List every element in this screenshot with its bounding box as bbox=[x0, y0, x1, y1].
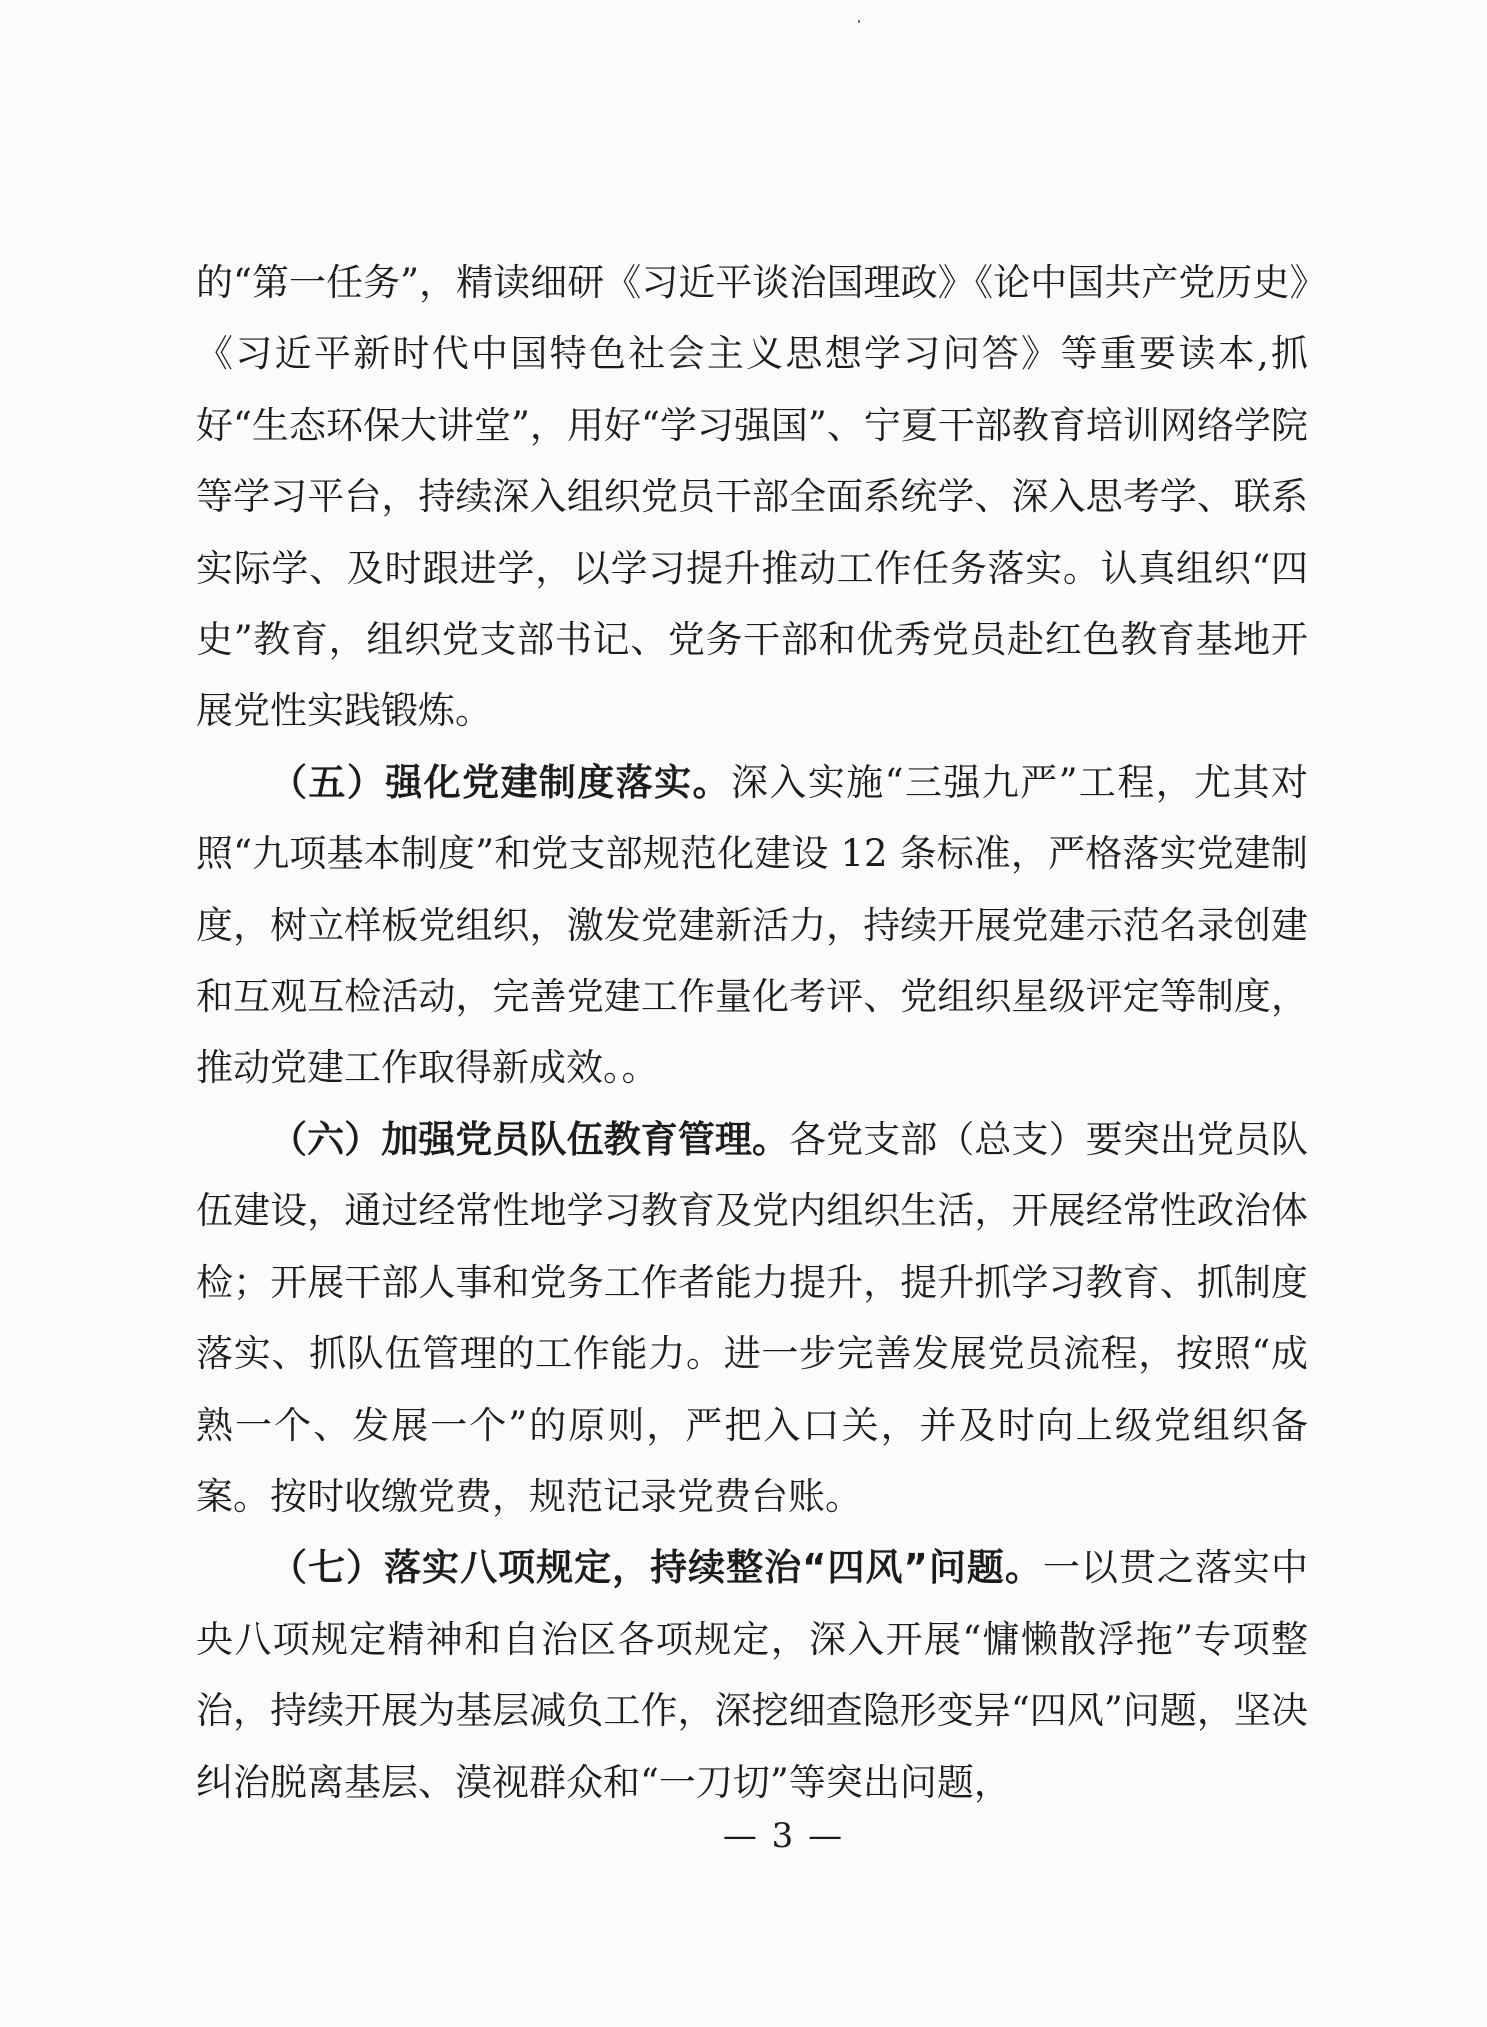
section-heading-5: （五）强化党建制度落实。 bbox=[270, 760, 731, 804]
paragraph-section-7 bbox=[196, 1532, 1308, 1818]
section-heading-7: （七）落实八项规定，持续整治“四风”问题。 bbox=[270, 1546, 1043, 1590]
document-body bbox=[196, 247, 1308, 1818]
scan-speck bbox=[858, 20, 860, 23]
paragraph-text: 深入实施“三强九严”工程，尤其对照“九项基本制度”和党支部规范化建设 12 条标准，严格落实党建制度，树立样板党组织，激发党建新活力，持续开展党建示范名录创建和互观互检活动，完善党建工作量化考评、党组织星级评定等制度，推动党建工作取得新成效。。 bbox=[196, 760, 1308, 1090]
paragraph-text: 各党支部（总支）要突出党员队伍建设，通过经常性地学习教育及党内组织生活，开展经常性政治体检；开展干部人事和党务工作者能力提升，提升抓学习教育、抓制度落实、抓队伍管理的工作能力。进一步完善发展党员流程，按照“成熟一个、发展一个”的原则，严把入口关，并及时向上级党组织备案。按时收缴党费，规范记录党费台账。 bbox=[196, 1117, 1309, 1518]
paragraph-section-5 bbox=[196, 747, 1308, 1104]
section-heading-6: （六）加强党员队伍教育管理。 bbox=[270, 1117, 790, 1161]
paragraph-continuation bbox=[196, 247, 1308, 747]
paragraph-section-6 bbox=[196, 1104, 1308, 1532]
paragraph-text: 一以贯之落实中央八项规定精神和自治区各项规定，深入开展“慵懒散浮拖”专项整治，持续开展为基层减负工作，深挖细查隐形变异“四风”问题，坚决纠治脱离基层、漠视群众和“一刀切”等突出问题， bbox=[196, 1546, 1309, 1804]
page-number: — 3 — bbox=[722, 1816, 845, 1856]
paragraph-text: 的“第一任务”，精读细研《习近平谈治国理政》《论中国共产党历史》《习近平新时代中国特色社会主义思想学习问答》等重要读本,抓好“生态环保大讲堂”，用好“学习强国”、宁夏干部教育培训网络学院等学习平台，持续深入组织党员干部全面系统学、深入思考学、联系实际学、及时跟进学，以学习提升推动工作任务落实。认真组织“四史”教育，组织党支部书记、党务干部和优秀党员赴红色教育基地开展党性实践锻炼。 bbox=[196, 261, 1308, 733]
